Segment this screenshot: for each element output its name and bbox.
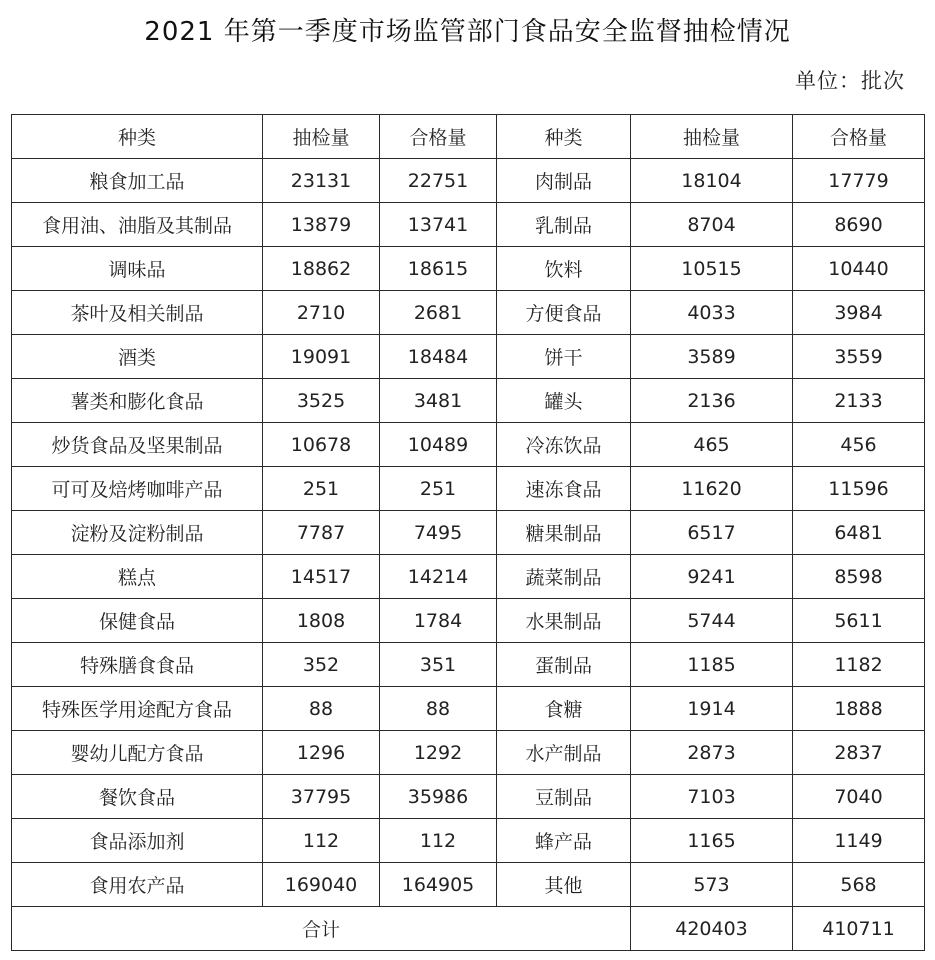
cell-inspected-right: 5744 <box>631 599 793 643</box>
cell-qualified-left: 164905 <box>380 863 497 907</box>
header-inspected-right: 抽检量 <box>631 115 793 159</box>
cell-category-left: 餐饮食品 <box>12 775 263 819</box>
cell-qualified-left: 251 <box>380 467 497 511</box>
cell-inspected-right: 1914 <box>631 687 793 731</box>
cell-qualified-left: 14214 <box>380 555 497 599</box>
cell-qualified-left: 22751 <box>380 159 497 203</box>
cell-qualified-left: 7495 <box>380 511 497 555</box>
cell-inspected-right: 2873 <box>631 731 793 775</box>
cell-qualified-left: 351 <box>380 643 497 687</box>
cell-inspected-right: 573 <box>631 863 793 907</box>
cell-inspected-right: 11620 <box>631 467 793 511</box>
cell-inspected-left: 3525 <box>263 379 380 423</box>
table-row <box>12 291 925 335</box>
table-row <box>12 863 925 907</box>
cell-inspected-left: 1808 <box>263 599 380 643</box>
table-row <box>12 467 925 511</box>
cell-qualified-left: 88 <box>380 687 497 731</box>
cell-inspected-right: 8704 <box>631 203 793 247</box>
cell-category-left: 特殊膳食食品 <box>12 643 263 687</box>
cell-category-right: 乳制品 <box>497 203 631 247</box>
table-row <box>12 687 925 731</box>
cell-category-right: 肉制品 <box>497 159 631 203</box>
cell-category-left: 茶叶及相关制品 <box>12 291 263 335</box>
cell-inspected-right: 1165 <box>631 819 793 863</box>
total-row <box>12 907 925 951</box>
cell-inspected-right: 6517 <box>631 511 793 555</box>
cell-qualified-right: 17779 <box>793 159 925 203</box>
cell-category-left: 特殊医学用途配方食品 <box>12 687 263 731</box>
cell-category-left: 食用农产品 <box>12 863 263 907</box>
cell-qualified-right: 456 <box>793 423 925 467</box>
table-row <box>12 423 925 467</box>
cell-qualified-right: 1149 <box>793 819 925 863</box>
cell-inspected-right: 7103 <box>631 775 793 819</box>
cell-qualified-left: 3481 <box>380 379 497 423</box>
cell-category-left: 炒货食品及坚果制品 <box>12 423 263 467</box>
cell-inspected-left: 352 <box>263 643 380 687</box>
cell-inspected-left: 88 <box>263 687 380 731</box>
cell-category-left: 可可及焙烤咖啡产品 <box>12 467 263 511</box>
header-category-left: 种类 <box>12 115 263 159</box>
cell-category-left: 淀粉及淀粉制品 <box>12 511 263 555</box>
table-row <box>12 335 925 379</box>
cell-inspected-right: 9241 <box>631 555 793 599</box>
cell-inspected-right: 18104 <box>631 159 793 203</box>
cell-inspected-left: 23131 <box>263 159 380 203</box>
cell-qualified-left: 13741 <box>380 203 497 247</box>
cell-category-right: 速冻食品 <box>497 467 631 511</box>
table-row <box>12 247 925 291</box>
table-row <box>12 775 925 819</box>
cell-qualified-right: 2133 <box>793 379 925 423</box>
cell-qualified-right: 7040 <box>793 775 925 819</box>
document-title: 2021 年第一季度市场监管部门食品安全监督抽检情况 <box>144 17 791 47</box>
cell-qualified-left: 18615 <box>380 247 497 291</box>
cell-qualified-right: 1182 <box>793 643 925 687</box>
inspection-table <box>11 114 925 951</box>
cell-inspected-left: 10678 <box>263 423 380 467</box>
total-qualified: 410711 <box>793 907 925 951</box>
table-header-row <box>12 115 925 159</box>
cell-qualified-left: 1784 <box>380 599 497 643</box>
cell-inspected-left: 37795 <box>263 775 380 819</box>
cell-category-left: 婴幼儿配方食品 <box>12 731 263 775</box>
cell-inspected-left: 14517 <box>263 555 380 599</box>
total-inspected: 420403 <box>631 907 793 951</box>
cell-inspected-left: 13879 <box>263 203 380 247</box>
cell-category-right: 水产制品 <box>497 731 631 775</box>
cell-qualified-right: 8598 <box>793 555 925 599</box>
cell-qualified-right: 8690 <box>793 203 925 247</box>
header-qualified-right: 合格量 <box>793 115 925 159</box>
cell-inspected-right: 465 <box>631 423 793 467</box>
table-row <box>12 643 925 687</box>
cell-inspected-left: 19091 <box>263 335 380 379</box>
cell-qualified-left: 112 <box>380 819 497 863</box>
total-label: 合计 <box>12 907 631 951</box>
cell-category-left: 酒类 <box>12 335 263 379</box>
cell-qualified-left: 2681 <box>380 291 497 335</box>
cell-category-right: 水果制品 <box>497 599 631 643</box>
cell-qualified-right: 10440 <box>793 247 925 291</box>
cell-category-left: 薯类和膨化食品 <box>12 379 263 423</box>
cell-category-right: 豆制品 <box>497 775 631 819</box>
table-row <box>12 379 925 423</box>
cell-category-left: 食品添加剂 <box>12 819 263 863</box>
cell-category-right: 罐头 <box>497 379 631 423</box>
cell-inspected-left: 18862 <box>263 247 380 291</box>
cell-inspected-left: 1296 <box>263 731 380 775</box>
cell-category-left: 保健食品 <box>12 599 263 643</box>
cell-category-right: 糖果制品 <box>497 511 631 555</box>
header-category-right: 种类 <box>497 115 631 159</box>
cell-inspected-right: 10515 <box>631 247 793 291</box>
header-inspected-left: 抽检量 <box>263 115 380 159</box>
cell-qualified-right: 3559 <box>793 335 925 379</box>
table-row <box>12 819 925 863</box>
cell-qualified-right: 568 <box>793 863 925 907</box>
cell-category-left: 食用油、油脂及其制品 <box>12 203 263 247</box>
table-row <box>12 159 925 203</box>
cell-qualified-right: 6481 <box>793 511 925 555</box>
table-row <box>12 203 925 247</box>
cell-qualified-left: 1292 <box>380 731 497 775</box>
cell-category-right: 饼干 <box>497 335 631 379</box>
cell-qualified-left: 18484 <box>380 335 497 379</box>
cell-category-left: 粮食加工品 <box>12 159 263 203</box>
table-row <box>12 599 925 643</box>
cell-qualified-right: 1888 <box>793 687 925 731</box>
cell-inspected-left: 251 <box>263 467 380 511</box>
cell-qualified-right: 2837 <box>793 731 925 775</box>
cell-qualified-right: 5611 <box>793 599 925 643</box>
cell-category-right: 冷冻饮品 <box>497 423 631 467</box>
cell-inspected-left: 2710 <box>263 291 380 335</box>
cell-inspected-right: 2136 <box>631 379 793 423</box>
cell-category-right: 蔬菜制品 <box>497 555 631 599</box>
cell-category-right: 饮料 <box>497 247 631 291</box>
unit-label: 单位：批次 <box>795 69 905 93</box>
cell-category-right: 蜂产品 <box>497 819 631 863</box>
table-row <box>12 511 925 555</box>
cell-category-left: 调味品 <box>12 247 263 291</box>
cell-inspected-left: 112 <box>263 819 380 863</box>
cell-inspected-left: 7787 <box>263 511 380 555</box>
cell-category-right: 其他 <box>497 863 631 907</box>
cell-qualified-left: 10489 <box>380 423 497 467</box>
cell-inspected-right: 4033 <box>631 291 793 335</box>
cell-qualified-right: 3984 <box>793 291 925 335</box>
cell-category-right: 方便食品 <box>497 291 631 335</box>
cell-category-left: 糕点 <box>12 555 263 599</box>
cell-qualified-left: 35986 <box>380 775 497 819</box>
cell-inspected-right: 3589 <box>631 335 793 379</box>
cell-category-right: 食糖 <box>497 687 631 731</box>
cell-inspected-right: 1185 <box>631 643 793 687</box>
cell-category-right: 蛋制品 <box>497 643 631 687</box>
table-row <box>12 731 925 775</box>
table-row <box>12 555 925 599</box>
cell-qualified-right: 11596 <box>793 467 925 511</box>
header-qualified-left: 合格量 <box>380 115 497 159</box>
cell-inspected-left: 169040 <box>263 863 380 907</box>
